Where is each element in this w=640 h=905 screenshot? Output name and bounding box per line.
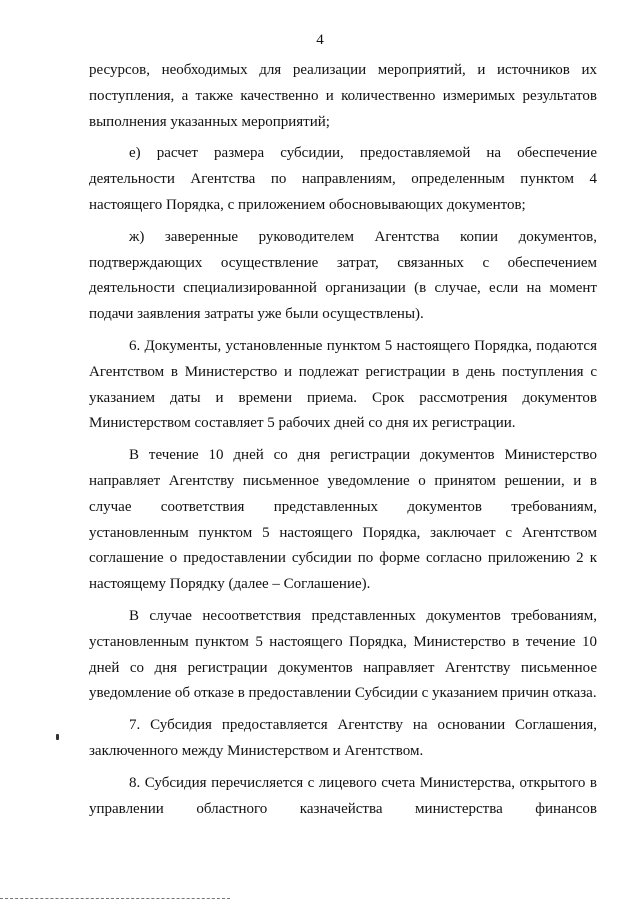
paragraph-clause-6-refusal: В случае несоответствия представленных документов требованиям, установленным пунктом 5 настоящего Порядка, Министерство в течение 10 дней со дня регистрации документов направляет Агентству письменное уведомление об отказе в предоставлении Субсидии с указанием причин отказа. bbox=[89, 607, 597, 702]
document-body bbox=[89, 58, 597, 828]
paragraph-clause-6: 6. Документы, установленные пунктом 5 настоящего Порядка, подаются Агентством в Министерство и подлежат регистрации в день поступления с указанием даты и времени приема. Срок рассмотрения документов Министерством составляет 5 рабочих дней со дня их регистрации. bbox=[89, 337, 597, 432]
paragraph-clause-8: 8. Субсидия перечисляется с лицевого счета Министерства, открытого в управлении областного казначейства министерства финансов bbox=[89, 774, 597, 817]
paragraph-clause-6-notice: В течение 10 дней со дня регистрации документов Министерство направляет Агентству письменное уведомление о принятом решении, и в случае соответствия представленных документов требованиям, установленным пунктом 5 настоящего Порядка, заключает с Агентством соглашение о предоставлении субсидии по форме согласно приложению 2 к настоящему Порядку (далее – Соглашение). bbox=[89, 447, 597, 593]
paragraph-item-e: е) расчет размера субсидии, предоставляемой на обеспечение деятельности Агентства по направлениям, определенным пунктом 4 настоящего Порядка, с приложением обосновывающих документов; bbox=[89, 145, 597, 213]
paragraph-clause-7: 7. Субсидия предоставляется Агентству на основании Соглашения, заключенного между Министерством и Агентством. bbox=[89, 717, 597, 759]
paragraph-resources: ресурсов, необходимых для реализации мероприятий, и источников их поступления, а также качественно и количественно измеримых результатов выполнения указанных мероприятий; bbox=[89, 62, 597, 130]
margin-mark bbox=[56, 734, 59, 740]
scan-artifact-line bbox=[0, 898, 230, 899]
paragraph-item-zh: ж) заверенные руководителем Агентства копии документов, подтверждающих осуществление затрат, связанных с обеспечением деятельности специализированной организации (в случае, если на момент подачи заявления затраты уже были осуществлены). bbox=[89, 228, 597, 323]
page-number: 4 bbox=[316, 32, 324, 48]
